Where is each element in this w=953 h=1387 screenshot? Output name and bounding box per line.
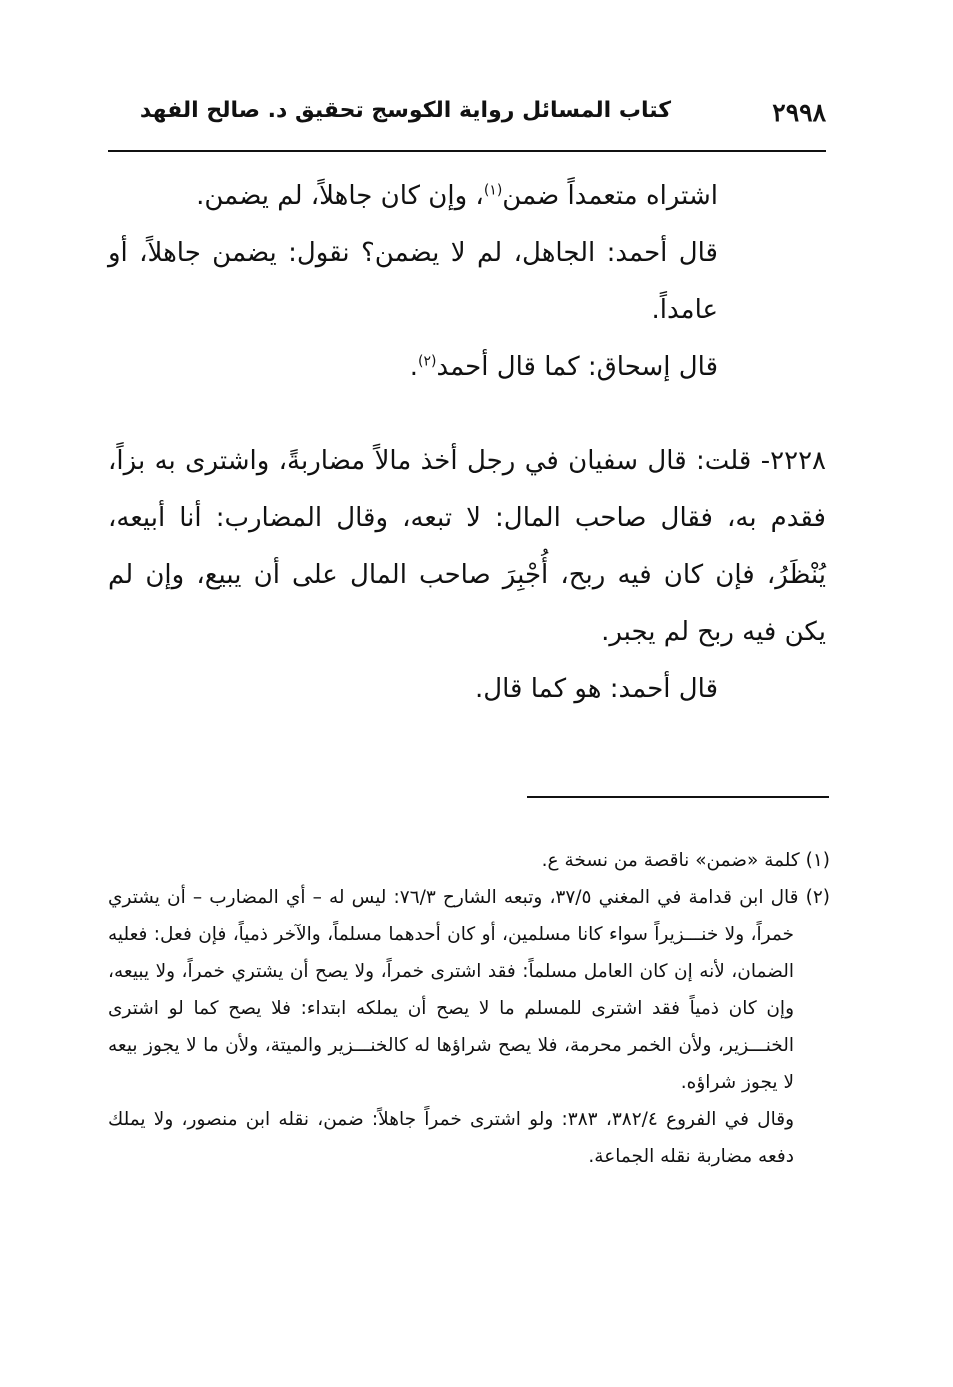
paragraph-4: قال أحمد: هو كما قال.: [474, 674, 718, 704]
paragraph-2: قال أحمد: الجاهل، لم لا يضمن؟ نقول: يضمن جاهلاً، أو عامداً.: [108, 238, 718, 325]
page-number: ٢٩٩٨: [772, 98, 826, 127]
numbered-item: [108, 433, 826, 661]
paragraph-1-text-end: ، وإن كان جاهلاً، لم يضمن.: [196, 181, 484, 211]
footnote-ref-1: (١): [483, 182, 503, 199]
running-title: كتاب المسائل رواية الكوسج تحقيق د. صالح الفهد: [139, 98, 671, 123]
footnote-ref-2: (٢): [418, 353, 437, 370]
header-rule: [108, 150, 826, 152]
main-text: [108, 168, 826, 718]
paragraph-1-text: اشتراه متعمداً ضمن: [502, 181, 718, 211]
paragraph-3-text-end: .: [409, 352, 419, 382]
footnote-2-continued: وقال في الفروع ٣٨٢/٤، ٣٨٣: ولو اشترى خمراً جاهلاً: ضمن، نقله ابن منصور، ولا يملك دفعه مضاربة نقله الجماعة.: [108, 1109, 795, 1167]
paragraph-3: [108, 339, 826, 396]
footnote-1: (١) كلمة «ضمن» ناقصة من نسخة ع.: [541, 850, 830, 871]
item-number: ٢٢٢٨-: [760, 446, 826, 476]
footnote-separator: [527, 796, 829, 798]
footnote-2: (٢) قال ابن قدامة في المغني ٣٧/٥، وتبعه الشارح ٧٦/٣: ليس له – أي المضارب – أن يشتري خمراً، ولا خنـــزيراً سواء كانا مسلمين، أو كان أحدهما مسلماً، والآخر ذمياً، فإن فعل: فعليه الضمان، لأنه إن كان العامل مسلماً: فقد اشترى خمراً، ولا يصح أن يشتري خمراً، ولا يبيعه، وإن كان ذمياً فقد اشترى للمسلم ما لا يصح أن يملكه ابتداء: فلا يصح كما لو اشترى الخنـــزير، ولأن الخمر محرمة، فلا يصح شراؤها له كالخنـــزير والميتة، ولأن ما لا يجوز بيعه لا يجوز شراؤه.: [108, 887, 830, 1093]
paragraph-1: [108, 168, 826, 225]
page-header: [108, 96, 826, 136]
footnotes: [108, 842, 830, 1175]
item-text: قلت: قال سفيان في رجل أخذ مالاً مضاربةً، واشترى به بزاً، فقدم به، فقال صاحب المال: لا تبعه، وقال المضارب: أنا أبيعه، يُنْظَرُ، فإن كان فيه ربح، أُجْبِرَ صاحب المال على أن يبيع، وإن لم يكن فيه ربح لم يجبر.: [108, 446, 826, 647]
paragraph-3-text: قال إسحاق: كما قال أحمد: [436, 352, 718, 382]
